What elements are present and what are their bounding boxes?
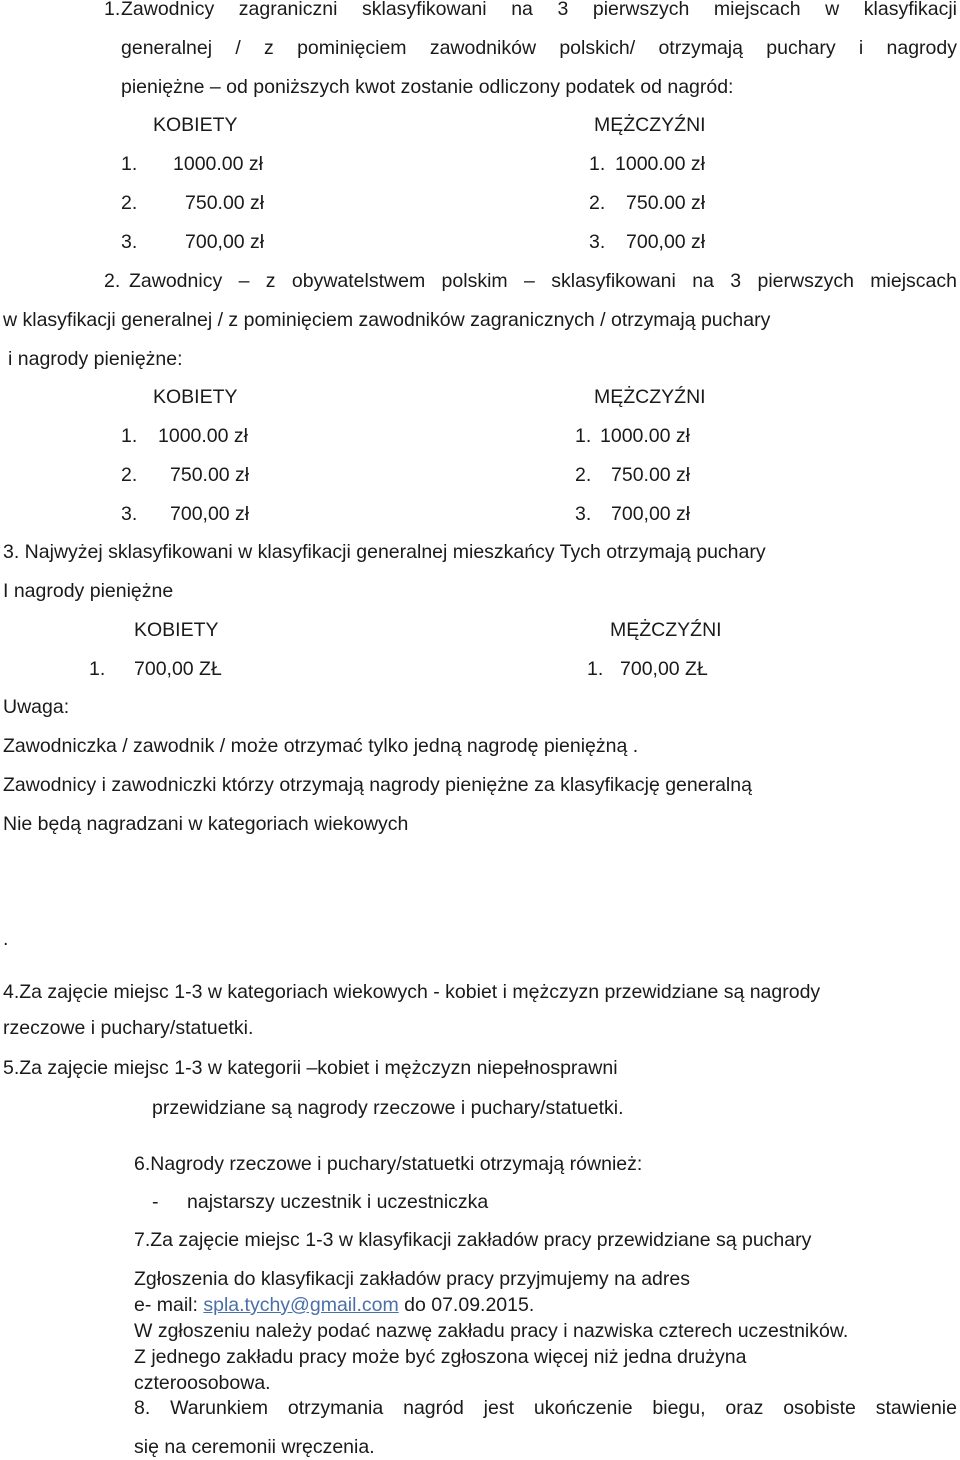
section4-line2: rzeczowe i puchary/statuetki. bbox=[3, 1017, 254, 1039]
section2-women-num-1: 1. bbox=[121, 425, 138, 447]
note-line2: Zawodnicy i zawodniczki którzy otrzymają nagrody pieniężne za klasyfikację generalną bbox=[3, 774, 752, 796]
section1-number: 1. bbox=[104, 0, 121, 20]
email-suffix: do 07.09.2015. bbox=[398, 1294, 535, 1316]
section2-line3: i nagrody pieniężne: bbox=[8, 348, 183, 370]
section1-women-amount-1: 1000.00 zł bbox=[173, 153, 263, 175]
note-label: Uwaga: bbox=[3, 696, 70, 718]
section8-line1: 8. Warunkiem otrzymania nagród jest ukończenie biegu, oraz osobiste stawienie bbox=[134, 1397, 957, 1419]
section6-line1: 6.Nagrody rzeczowe i puchary/statuetki otrzymają również: bbox=[134, 1153, 643, 1175]
section2-women-num-3: 3. bbox=[121, 503, 138, 525]
section7-email-line bbox=[134, 1296, 534, 1316]
section1-men-num-1: 1. bbox=[589, 153, 606, 175]
section2-men-num-2: 2. bbox=[575, 464, 592, 486]
section2-men-amount-2: 750.00 zł bbox=[611, 464, 691, 486]
section2-women-amount-3: 700,00 zł bbox=[170, 503, 250, 525]
note-line3: Nie będą nagradzani w kategoriach wiekowych bbox=[3, 813, 409, 835]
section3-women-amount: 700,00 ZŁ bbox=[134, 658, 222, 680]
section2-men-num-3: 3. bbox=[575, 503, 592, 525]
section1-line1: Zawodnicy zagraniczni sklasyfikowani na 3 pierwszych miejscach w klasyfikacji bbox=[121, 0, 957, 20]
section2-men-amount-3: 700,00 zł bbox=[611, 503, 691, 525]
section5-line2: przewidziane są nagrody rzeczowe i puchary/statuetki. bbox=[152, 1097, 624, 1119]
section2-line1: Zawodnicy – z obywatelstwem polskim – sklasyfikowani na 3 pierwszych miejscach bbox=[129, 270, 957, 292]
section1-men-num-3: 3. bbox=[589, 231, 606, 253]
section2-women-amount-1: 1000.00 zł bbox=[158, 425, 248, 447]
section1-men-amount-2: 750.00 zł bbox=[626, 192, 706, 214]
section3-men-header: MĘŻCZYŹNI bbox=[610, 619, 722, 641]
section1-women-num-2: 2. bbox=[121, 192, 138, 214]
section2-men-header: MĘŻCZYŹNI bbox=[594, 386, 706, 408]
section1-line3: pieniężne – od poniższych kwot zostanie odliczony podatek od nagród: bbox=[121, 76, 734, 98]
section7-line5: Z jednego zakładu pracy może być zgłoszona więcej niż jedna drużyna bbox=[134, 1346, 747, 1368]
section3-men-amount: 700,00 ZŁ bbox=[620, 658, 708, 680]
section2-number: 2. bbox=[104, 270, 121, 292]
stray-dot: . bbox=[3, 928, 9, 950]
section7-line2: Zgłoszenia do klasyfikacji zakładów pracy przyjmujemy na adres bbox=[134, 1268, 690, 1290]
section3-men-num: 1. bbox=[587, 658, 604, 680]
section1-women-header: KOBIETY bbox=[153, 114, 238, 136]
section7-line1: 7.Za zajęcie miejsc 1-3 w klasyfikacji zakładów pracy przewidziane są puchary bbox=[134, 1229, 812, 1251]
section1-men-num-2: 2. bbox=[589, 192, 606, 214]
section8-line2: się na ceremonii wręczenia. bbox=[134, 1436, 375, 1458]
email-prefix: e- mail: bbox=[134, 1294, 204, 1316]
section1-women-amount-2: 750.00 zł bbox=[185, 192, 265, 214]
section1-women-num-1: 1. bbox=[121, 153, 138, 175]
email-link[interactable]: spla.tychy@gmail.com bbox=[203, 1294, 399, 1316]
note-line1: Zawodniczka / zawodnik / może otrzymać tylko jedną nagrodę pieniężną . bbox=[3, 735, 639, 757]
section5-line1: 5.Za zajęcie miejsc 1-3 w kategorii –kobiet i mężczyzn niepełnosprawni bbox=[3, 1057, 618, 1079]
section2-women-header: KOBIETY bbox=[153, 386, 238, 408]
section3-line1: 3. Najwyżej sklasyfikowani w klasyfikacji generalnej mieszkańcy Tych otrzymają puchary bbox=[3, 541, 766, 563]
section2-women-num-2: 2. bbox=[121, 464, 138, 486]
section7-line4: W zgłoszeniu należy podać nazwę zakładu pracy i nazwiska czterech uczestników. bbox=[134, 1320, 849, 1342]
section1-women-num-3: 3. bbox=[121, 231, 138, 253]
section7-line6: czteroosobowa. bbox=[134, 1372, 271, 1394]
section2-men-num-1: 1. bbox=[575, 425, 592, 447]
section1-women-amount-3: 700,00 zł bbox=[185, 231, 265, 253]
section3-women-header: KOBIETY bbox=[134, 619, 219, 641]
section6-bullet: - bbox=[152, 1191, 159, 1213]
section1-men-amount-3: 700,00 zł bbox=[626, 231, 706, 253]
section2-men-amount-1: 1000.00 zł bbox=[600, 425, 690, 447]
section4-line1: 4.Za zajęcie miejsc 1-3 w kategoriach wiekowych - kobiet i mężczyzn przewidziane są nagrody bbox=[3, 981, 821, 1003]
section3-women-num: 1. bbox=[89, 658, 106, 680]
section1-line2: generalnej / z pominięciem zawodników polskich/ otrzymają puchary i nagrody bbox=[121, 37, 957, 59]
section1-men-amount-1: 1000.00 zł bbox=[615, 153, 705, 175]
section2-women-amount-2: 750.00 zł bbox=[170, 464, 250, 486]
section6-bullet-text: najstarszy uczestnik i uczestniczka bbox=[187, 1191, 489, 1213]
section2-line2: w klasyfikacji generalnej / z pominięciem zawodników zagranicznych / otrzymają puchary bbox=[3, 309, 771, 331]
section3-line2: I nagrody pieniężne bbox=[3, 580, 174, 602]
section1-men-header: MĘŻCZYŹNI bbox=[594, 114, 706, 136]
